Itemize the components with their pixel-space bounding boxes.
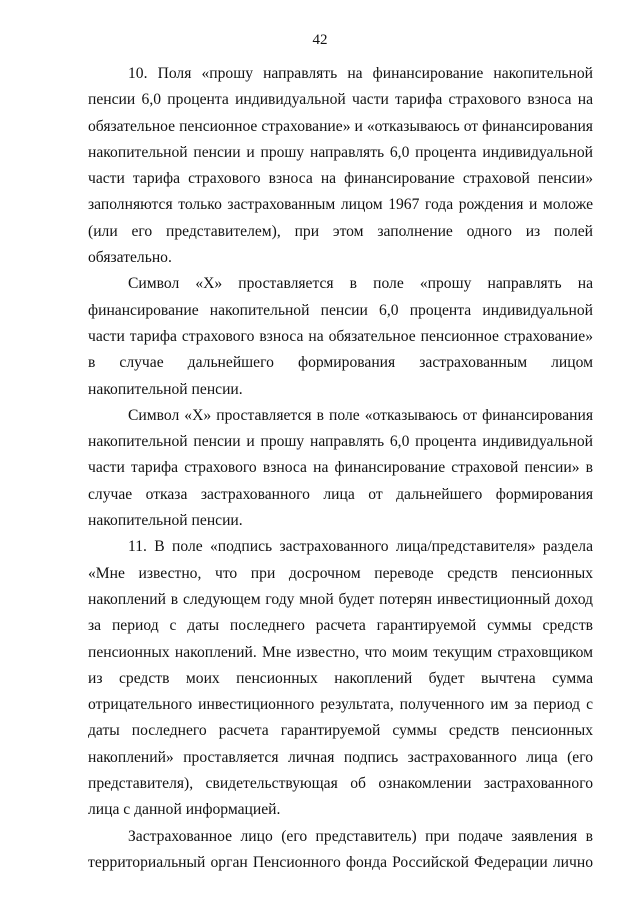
paragraph-11: 11. В поле «подпись застрахованного лица/представителя» раздела «Мне известно, что при досрочном переводе средств пенсионных накоплений в следующем году мной будет потерян инвестиционный доход за период с даты последнего расчета гарантируемой суммы средств пенсионных накоплений. Мне известно, что моим текущим страховщиком из средств моих пенсионных накоплений будет вычтена сумма отрицательного инвестиционного результата, полученного им за период с даты последнего расчета гарантируемой суммы средств пенсионных накоплений» проставляется личная подпись застрахованного лица (его представителя), свидетельствующая об ознакомлении застрахованного лица с данной информацией. [88, 538, 593, 819]
paragraph-insured-person: Застрахованное лицо (его представитель) при подаче заявления в территориальный орган Пенсионного фонда Российской Федерации лично [88, 827, 593, 871]
paragraph-10: 10. Поля «прошу направлять на финансирование накопительной пенсии 6,0 процента индивидуальной части тарифа страхового взноса на обязательное пенсионное страхование» и «отказываюсь от финансирования накопительной пенсии и прошу направлять 6,0 процента индивидуальной части тарифа страхового взноса на финансирование страховой пенсии» заполняются только застрахованным лицом 1967 года рождения и моложе (или его представителем), при этом заполнение одного из полей обязательно. [88, 65, 593, 267]
document-body [88, 61, 593, 876]
page-number: 42 [312, 32, 328, 48]
paragraph-symbol-x-refuse: Символ «X» проставляется в поле «отказываюсь от финансирования накопительной пенсии и прошу направлять 6,0 процента индивидуальной части тарифа страхового взноса на финансирование страховой пенсии» в случае отказа застрахованного лица от дальнейшего формирования накопительной пенсии. [88, 406, 593, 530]
paragraph-symbol-x-finance: Символ «X» проставляется в поле «прошу направлять на финансирование накопительной пенсии 6,0 процента индивидуальной части тарифа страхового взноса на обязательное пенсионное страхование» в случае дальнейшего формирования застрахованным лицом накопительной пенсии. [88, 275, 593, 398]
